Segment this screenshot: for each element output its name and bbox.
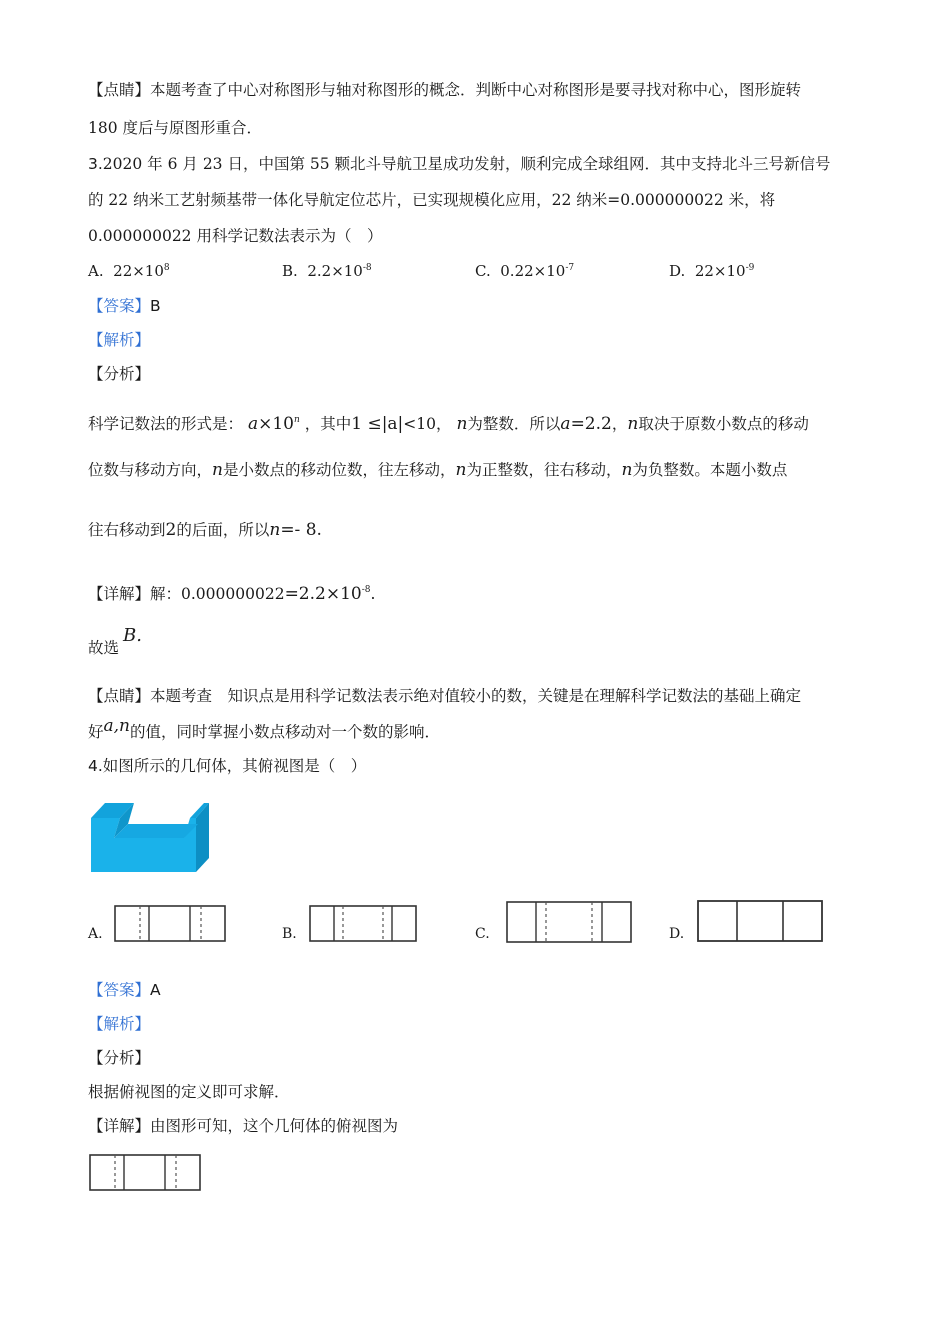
- option-b-exp: -8: [362, 263, 372, 273]
- detail-tag: 【详解】: [88, 585, 151, 603]
- a1-a: a: [560, 414, 571, 434]
- a2-t1: 是小数点的移动位数，往左移动，: [222, 461, 456, 479]
- a3-mid: 的后面，所以: [176, 521, 270, 539]
- q3-option-b: [282, 262, 372, 280]
- a3-two: 2: [165, 520, 177, 540]
- q3-analysis-tag: 【解析】: [88, 331, 151, 349]
- a1-pre: 科学记数法的形式是：: [88, 415, 244, 433]
- q3-line-1: [88, 154, 831, 174]
- option-d-base: 22×10: [694, 262, 746, 280]
- q3-answer-line: [88, 296, 161, 316]
- dj-pre: 好: [88, 723, 104, 741]
- q4-answer: A: [150, 981, 161, 999]
- a2-pre: 位数与移动方向，: [88, 461, 213, 479]
- q4-option-b-figure: [309, 905, 419, 945]
- q3-option-d: [669, 262, 754, 280]
- dj-tail: 的值，同时掌握小数点移动对一个数的影响．: [130, 723, 441, 741]
- q4-option-c-figure: [506, 901, 634, 945]
- q4-answer-tag: 【答案】: [88, 981, 151, 999]
- option-a-label: A.: [88, 262, 104, 280]
- solid-notch-floor: [114, 824, 198, 838]
- q3-line-2: 的 22 纳米工艺射频基带一体化导航定位芯片，已实现规模化应用，22 纳米=0.000000022 米，将: [88, 191, 776, 209]
- q3-line-3: 0.000000022 用科学记数法表示为（ ）: [88, 227, 383, 245]
- q3-choose-line: [88, 625, 142, 658]
- choose-pre: 故选: [88, 639, 120, 657]
- q4-fenxi-text: 根据俯视图的定义即可求解．: [88, 1083, 290, 1101]
- option-b-base: 2.2×10: [307, 262, 363, 280]
- a3-pre: 往右移动到: [88, 521, 166, 539]
- q4-option-c-label: C.: [475, 926, 490, 942]
- a1-eq: =2.2: [570, 414, 612, 434]
- q3-number: 3.: [88, 155, 103, 173]
- a1-form-exp: n: [293, 415, 300, 425]
- option-a-exp: 8: [163, 263, 170, 273]
- option-a-base: 22×10: [113, 262, 164, 280]
- q4-detail-tag: 【详解】: [88, 1117, 151, 1135]
- q3-text-1: 2020 年 6 月 23 日，中国第 55 颗北斗导航卫星成功发射，顺利完成全球组网．其中支持北斗三号新信号: [102, 155, 831, 173]
- a1-mid: ，其中: [304, 415, 352, 433]
- dj-an: a,n: [103, 716, 131, 736]
- a1-tail: 取决于原数小数点的移动: [638, 415, 809, 433]
- a1-int: 为整数．所以: [467, 415, 561, 433]
- a2-t2: 为正整数，往右移动，: [466, 461, 622, 479]
- dianjing-line-1: 【点睛】本题考查了中心对称图形与轴对称图形的概念．判断中心对称图形是要寻找对称中心，图形旋转: [88, 81, 802, 99]
- a3-eq: =- 8.: [280, 520, 322, 540]
- a1-form-times: ×10: [258, 414, 294, 434]
- a1-n2: n: [627, 414, 639, 434]
- q4-option-a-figure: [114, 905, 228, 945]
- a2-n3: n: [621, 460, 633, 480]
- option-c-label: C.: [475, 262, 491, 280]
- q4-detail-line: [88, 1116, 398, 1136]
- q3-analysis-line-2: [88, 460, 787, 480]
- a1-comma: ，: [611, 415, 628, 433]
- option-d-label: D.: [669, 262, 686, 280]
- detail-pre: 解：0.000000022: [150, 585, 285, 603]
- q3-dianjing-line-2: [88, 716, 441, 742]
- q4-text-1: 如图所示的几何体，其俯视图是（ ）: [102, 757, 367, 775]
- dianjing-line-2: 180 度后与原图形重合．: [88, 119, 263, 137]
- a1-n: n: [456, 414, 468, 434]
- q4-number: 4.: [88, 757, 103, 775]
- q4-answer-line: [88, 980, 161, 1000]
- q3-option-c: [475, 262, 574, 280]
- q3-analysis-line-3: [88, 520, 322, 540]
- choose-val: B.: [123, 625, 142, 646]
- q3-answer: B: [150, 297, 161, 315]
- a2-n1: n: [212, 460, 223, 480]
- q4-analysis-tag: 【解析】: [88, 1015, 151, 1033]
- q3-detail-line: [88, 580, 375, 604]
- option-c-exp: -7: [565, 263, 575, 273]
- a1-cond2: <10，: [403, 415, 452, 433]
- q4-option-d-label: D.: [669, 926, 685, 942]
- a2-t3: 为负整数。本题小数点: [632, 461, 788, 479]
- geometric-solid-figure: [88, 800, 212, 876]
- q4-line-1: [88, 756, 366, 776]
- a1-cond: 1 ≤|a|: [351, 414, 404, 434]
- q3-analysis-line-1: [88, 410, 809, 434]
- q4-option-d-figure: [697, 900, 825, 944]
- q4-detail-text: 由图形可知，这个几何体的俯视图为: [150, 1117, 399, 1135]
- a3-n: n: [269, 520, 281, 540]
- option-c-base: 0.22×10: [500, 262, 566, 280]
- q3-fenxi-tag: 【分析】: [88, 365, 151, 383]
- q3-option-a: [88, 262, 170, 280]
- detail-exp: -8: [361, 585, 371, 595]
- answer-tag: 【答案】: [88, 297, 151, 315]
- q3-dianjing-line-1: 【点睛】本题考查 知识点是用科学记数法表示绝对值较小的数，关键是在理解科学记数法的基础上确定: [88, 687, 802, 705]
- option-b-label: B.: [282, 262, 298, 280]
- q4-fenxi-tag: 【分析】: [88, 1049, 151, 1067]
- a2-n2: n: [455, 460, 467, 480]
- a1-form-a: a: [247, 414, 259, 434]
- detail-end: .: [370, 585, 376, 603]
- q4-option-b-label: B.: [282, 926, 297, 942]
- q4-option-a-label: A.: [88, 926, 103, 942]
- option-d-exp: -9: [745, 263, 755, 273]
- detail-eq: =2.2×10: [284, 584, 362, 604]
- q4-answer-figure: [89, 1154, 203, 1194]
